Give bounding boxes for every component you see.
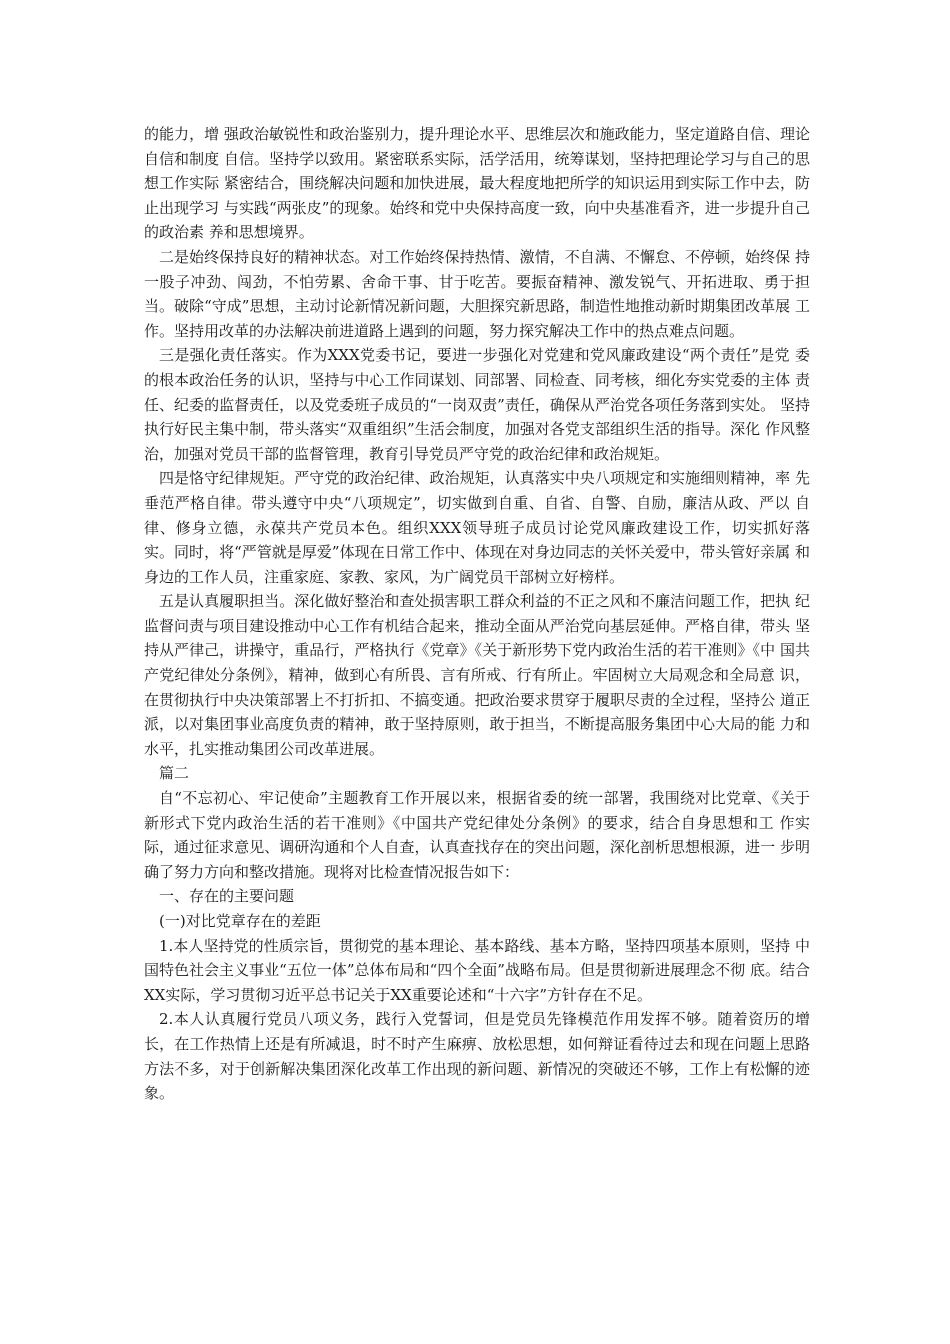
- heading-main-problems: 一、存在的主要问题: [159, 887, 295, 906]
- paragraph-item-two: 2.本人认真履行党员八项义务，践行入党誓词，但是党员先锋模范作用发挥不够。随着资历的增 长，在工作热情上还是有所减退，时不时产生麻痹、放松思想，如何辩证看待过去和现在问题上思路 方法不多，对于创新解决集团深化改革工作出现的新问题、新情况的突破还不够，工作上有松懈的迹 象。: [144, 1010, 810, 1103]
- subheading-party-constitution-gap: (一)对比党章存在的差距: [159, 912, 321, 930]
- section-title-part-two: 篇二: [159, 764, 190, 783]
- paragraph-point-five: 五是认真履职担当。深化做好整治和查处损害职工群众利益的不正之风和不廉洁问题工作，把执 纪监督问责与项目建设推动中心工作有机结合起来，推动全面从严治党向基层延伸。严格自律，带头 坚持从严律己，讲操守，重品行，严格执行《党章》《关于新形势下党内政治生活的若干准则》《中 国共产党纪律处分条例》，精神，做到心有所畏、言有所戒、行有所止。牢固树立大局观念和全局意 识，在贯彻执行中央决策部署上不打折扣、不搞变通。把政治要求贯穿于履职尽责的全过程，坚持公 道正派，以对集团事业高度负责的精神，敢于坚持原则，敢于担当，不断提高服务集团中心大局的能 力和水平，扎实推动集团公司改革进展。: [144, 592, 810, 758]
- paragraph-point-four: 四是恪守纪律规矩。严守党的政治纪律、政治规矩，认真落实中央八项规定和实施细则精神，率 先垂范严格自律。带头遵守中央“八项规定”，切实做到自重、自省、自警、自励，廉洁从政、严以 自律、修身立德，永葆共产党员本色。组织XXX领导班子成员讨论党风廉政建设工作，切实抓好落 实。同时，将“严管就是厚爱”体现在日常工作中、体现在对身边同志的关怀关爱中，带头管好亲属 和身边的工作人员，注重家庭、家教、家风，为广阔党员干部树立好榜样。: [144, 469, 810, 586]
- document-page: [144, 122, 810, 1106]
- paragraph-item-one: 1.本人坚持党的性质宗旨，贯彻党的基本理论、基本路线、基本方略，坚持四项基本原则，坚持 中国特色社会主义事业“五位一体”总体布局和“四个全面”战略布局。但是贯彻新进展理念不彻 底。结合XX实际，学习贯彻习近平总书记关于XX重要论述和“十六字”方针存在不足。: [144, 936, 810, 1004]
- paragraph-point-three: 三是强化责任落实。作为XXX党委书记，要进一步强化对党建和党风廉政建设“两个责任”是党 委的根本政治任务的认识，坚持与中心工作同谋划、同部署、同检查、同考核，细化夯实党委的主体 责任、纪委的监督责任，以及党委班子成员的“一岗双责”责任，确保从严治党各项任务落到实处。 坚持执行好民主集中制，带头落实“双重组织”生活会制度，加强对各党支部组织生活的指导。深化 作风整治，加强对党员干部的监督管理，教育引导党员严守党的政治纪律和政治规矩。: [144, 346, 810, 463]
- paragraph-point-two: 二是始终保持良好的精神状态。对工作始终保持热情、激情，不自满、不懈怠、不停顿，始终保 持一股子冲劲、闯劲，不怕劳累、舍命干事、甘于吃苦。要振奋精神、激发锐气、开拓进取、勇于担 当。破除“守成”思想，主动讨论新情况新问题，大胆探究新思路，制造性地推动新时期集团改革展 工作。坚持用改革的办法解决前进道路上遇到的问题，努力探究解决工作中的热点难点问题。: [144, 247, 810, 340]
- paragraph-introduction: 自“不忘初心、牢记使命”主题教育工作开展以来，根据省委的统一部署，我围绕对比党章、《关于新形式下党内政治生活的若干准则》《中国共产党纪律处分条例》的要求，结合自身思想和工 作实际，通过征求意见、调研沟通和个人自查，认真查找存在的突出问题，深化剖析思想根源，进一 步明确了努力方向和整改措施。现将对比检查情况报告如下：: [144, 789, 810, 881]
- paragraph-continuation: 的能力，增 强政治敏锐性和政治鉴别力，提升理论水平、思维层次和施政能力，坚定道路自信、理论自信和制度 自信。坚持学以致用。紧密联系实际，活学活用，统筹谋划，坚持把理论学习与自己的思想工作实际 紧密结合，围绕解决问题和加快进展，最大程度地把所学的知识运用到实际工作中去，防止出现学习 与实践“两张皮”的现象。始终和党中央保持高度一致，向中央基准看齐，进一步提升自己的政治素 养和思想境界。: [144, 125, 810, 242]
